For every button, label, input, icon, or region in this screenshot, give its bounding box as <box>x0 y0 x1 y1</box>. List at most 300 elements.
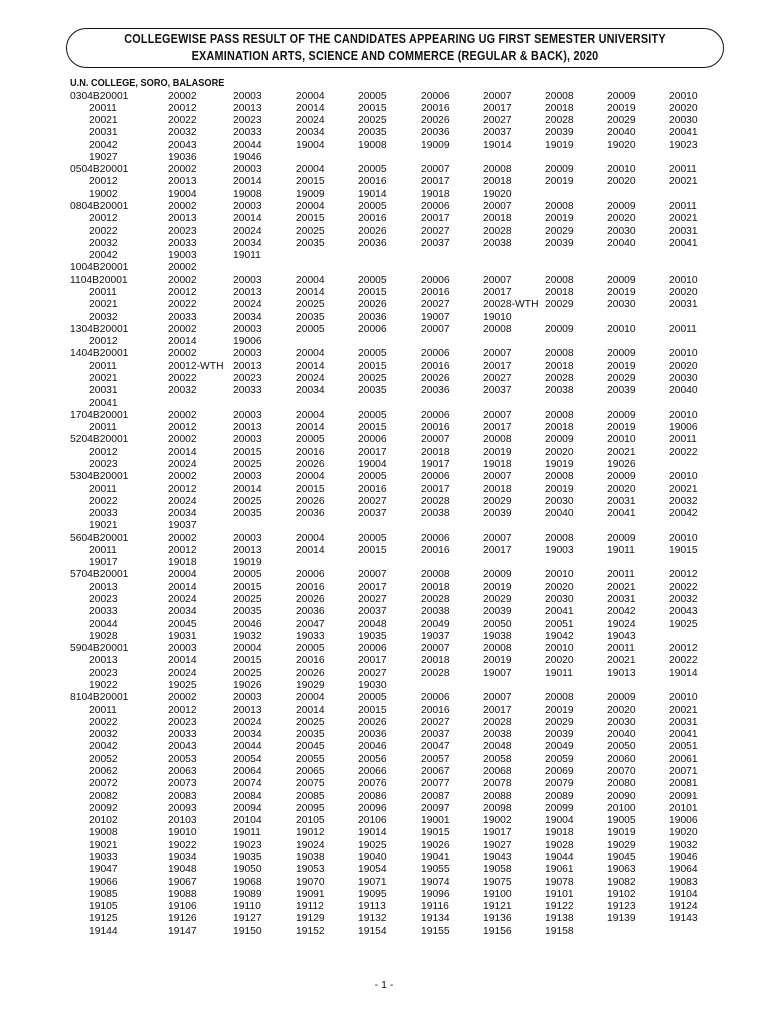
roll-number: 20059 <box>545 753 574 765</box>
roll-number: 19021 <box>89 839 118 851</box>
roll-number: 20093 <box>168 802 197 814</box>
roll-number: 19013 <box>607 667 636 679</box>
roll-number: 20024 <box>168 458 197 470</box>
roll-number: 19028 <box>89 630 118 642</box>
roll-number: 20019 <box>483 581 512 593</box>
result-row <box>0 520 768 532</box>
roll-number: 19009 <box>421 139 450 151</box>
roll-number: 20005 <box>358 471 387 483</box>
roll-number: 20045 <box>296 741 325 753</box>
roll-number: 19050 <box>233 864 262 876</box>
result-row <box>0 913 768 925</box>
roll-number: 20005 <box>358 348 387 360</box>
result-row <box>0 385 768 397</box>
roll-number: 20012 <box>89 213 118 225</box>
roll-number: 20043 <box>669 606 698 618</box>
result-row <box>0 889 768 901</box>
roll-number: 19066 <box>89 876 118 888</box>
result-row <box>0 508 768 520</box>
result-row <box>0 324 768 336</box>
roll-number: 20003 <box>233 532 262 544</box>
roll-number: 20023 <box>168 716 197 728</box>
roll-number: 20002 <box>168 323 197 335</box>
roll-number: 19024 <box>296 839 325 851</box>
roll-number: 20014 <box>168 336 197 348</box>
roll-number: 19147 <box>168 925 197 937</box>
result-row <box>0 176 768 188</box>
roll-number: 20084 <box>233 790 262 802</box>
roll-number: 20030 <box>545 495 574 507</box>
roll-number: 19043 <box>607 630 636 642</box>
roll-number: 20021 <box>607 446 636 458</box>
roll-number: 20020 <box>607 213 636 225</box>
roll-number: 19150 <box>233 925 262 937</box>
roll-number: 20019 <box>483 655 512 667</box>
result-row <box>0 557 768 569</box>
roll-number: 20010 <box>669 471 698 483</box>
roll-number: 19102 <box>607 888 636 900</box>
roll-number: 20017 <box>483 287 512 298</box>
roll-number: 19132 <box>358 913 387 925</box>
roll-number: 20014 <box>233 213 262 225</box>
roll-number: 20036 <box>421 385 450 397</box>
roll-number: 20025 <box>296 299 325 311</box>
roll-number: 20017 <box>483 422 512 434</box>
roll-number: 20011 <box>89 102 117 114</box>
roll-number: 20003 <box>233 692 262 704</box>
result-row <box>0 496 768 508</box>
roll-number: 20016 <box>358 176 387 188</box>
roll-number: 20002 <box>168 692 197 704</box>
result-row <box>0 447 768 459</box>
roll-number: 20010 <box>669 348 698 360</box>
roll-number: 20026 <box>358 299 387 311</box>
result-row <box>0 91 768 103</box>
roll-number: 20049 <box>545 741 574 753</box>
roll-number: 20053 <box>168 753 197 765</box>
roll-number: 19027 <box>483 839 512 851</box>
roll-number: 20009 <box>607 471 636 483</box>
roll-number: 20013 <box>233 704 262 716</box>
result-row <box>0 901 768 913</box>
roll-number: 20037 <box>421 237 450 249</box>
roll-number: 19017 <box>421 458 450 470</box>
roll-number: 19046 <box>233 151 262 163</box>
roll-number: 20020 <box>669 360 698 372</box>
roll-number: 20003 <box>233 274 262 286</box>
roll-number: 20012 <box>168 422 197 434</box>
roll-number: 20092 <box>89 802 118 814</box>
roll-number: 20021 <box>669 213 698 225</box>
roll-number: 19010 <box>168 827 197 839</box>
roll-number: 20002 <box>168 471 197 483</box>
roll-number: 20031 <box>669 716 698 728</box>
roll-number: 20026 <box>358 716 387 728</box>
roll-number: 19019 <box>545 139 574 151</box>
result-row <box>0 864 768 876</box>
college-code: 0304B20001 <box>70 90 129 102</box>
roll-number: 20057 <box>421 753 450 765</box>
roll-number: 20040 <box>607 237 636 249</box>
roll-number: 20035 <box>233 508 262 520</box>
roll-number: 20005 <box>296 643 325 655</box>
result-row <box>0 594 768 606</box>
roll-number: 20007 <box>483 409 512 421</box>
roll-number: 19033 <box>296 630 325 642</box>
roll-number: 20081 <box>669 778 698 790</box>
result-row <box>0 778 768 790</box>
roll-number: 20038 <box>421 606 450 618</box>
roll-number: 20007 <box>483 692 512 704</box>
roll-number: 20008 <box>421 569 450 581</box>
roll-number: 20028-WTH <box>483 299 539 311</box>
roll-number: 19005 <box>607 815 636 827</box>
roll-number: 20004 <box>296 692 325 704</box>
roll-number: 20017 <box>358 446 387 458</box>
result-row <box>0 545 768 557</box>
roll-number: 19023 <box>669 139 698 151</box>
roll-number: 20032 <box>669 495 698 507</box>
roll-number: 20018 <box>545 360 574 372</box>
roll-number: 19127 <box>233 913 262 925</box>
roll-number: 20022 <box>669 581 698 593</box>
roll-number: 20006 <box>421 409 450 421</box>
roll-number: 20003 <box>233 434 262 446</box>
result-row <box>0 582 768 594</box>
roll-number: 20058 <box>483 753 512 765</box>
roll-number: 20029 <box>545 299 574 311</box>
roll-number: 20012 <box>168 704 197 716</box>
roll-number: 20007 <box>483 201 512 213</box>
roll-number: 20033 <box>89 606 118 618</box>
roll-number: 20048 <box>358 618 387 630</box>
roll-number: 20020 <box>607 704 636 716</box>
roll-number: 20062 <box>89 765 118 777</box>
roll-number: 19044 <box>545 851 574 863</box>
roll-number: 19003 <box>168 250 197 262</box>
roll-number: 20019 <box>545 483 574 495</box>
roll-number: 20043 <box>168 139 197 151</box>
roll-number: 20031 <box>89 127 118 139</box>
roll-number: 20028 <box>421 594 450 606</box>
roll-number: 20021 <box>89 115 118 127</box>
roll-number: 20037 <box>483 385 512 397</box>
roll-number: 19083 <box>669 876 698 888</box>
result-row <box>0 717 768 729</box>
roll-number: 20004 <box>296 409 325 421</box>
roll-number: 20012-WTH <box>168 360 224 372</box>
roll-number: 20017 <box>483 102 512 114</box>
college-name: U.N. COLLEGE, SORO, BALASORE <box>70 78 225 89</box>
roll-number: 19006 <box>233 336 262 348</box>
roll-number: 19025 <box>669 618 698 630</box>
roll-number: 19018 <box>545 827 574 839</box>
roll-number: 19006 <box>669 422 698 434</box>
roll-number: 20036 <box>358 729 387 741</box>
college-code: 1704B20001 <box>70 409 129 421</box>
roll-number: 20017 <box>358 655 387 667</box>
roll-number: 20013 <box>89 581 118 593</box>
result-row <box>0 299 768 311</box>
roll-number: 19123 <box>607 901 636 913</box>
roll-number: 19067 <box>168 876 197 888</box>
roll-number: 20011 <box>89 483 117 495</box>
roll-number: 19054 <box>358 864 387 876</box>
roll-number: 20034 <box>168 508 197 520</box>
roll-number: 20007 <box>483 532 512 544</box>
roll-number: 20035 <box>296 237 325 249</box>
roll-number: 20029 <box>545 716 574 728</box>
header-title-box <box>66 28 724 68</box>
result-row <box>0 655 768 667</box>
roll-number: 20005 <box>358 90 387 102</box>
roll-number: 20024 <box>233 299 262 311</box>
result-row <box>0 434 768 446</box>
roll-number: 19004 <box>545 815 574 827</box>
roll-number: 20010 <box>669 692 698 704</box>
roll-number: 19014 <box>358 827 387 839</box>
roll-number: 19004 <box>168 188 197 200</box>
roll-number: 20026 <box>358 225 387 237</box>
result-row <box>0 606 768 618</box>
roll-number: 20090 <box>607 790 636 802</box>
roll-number: 20038 <box>545 385 574 397</box>
roll-number: 20017 <box>421 176 450 188</box>
roll-number: 19089 <box>233 888 262 900</box>
roll-number: 20014 <box>233 483 262 495</box>
roll-number: 20017 <box>421 213 450 225</box>
roll-number: 20080 <box>607 778 636 790</box>
roll-number: 20097 <box>421 802 450 814</box>
roll-number: 19020 <box>607 139 636 151</box>
roll-number: 20020 <box>669 102 698 114</box>
roll-number: 20025 <box>233 667 262 679</box>
roll-number: 20105 <box>296 815 325 827</box>
roll-number: 20073 <box>168 778 197 790</box>
roll-number: 20041 <box>669 127 698 139</box>
roll-number: 20015 <box>296 483 325 495</box>
roll-number: 20036 <box>296 508 325 520</box>
result-row <box>0 410 768 422</box>
roll-number: 20006 <box>421 692 450 704</box>
roll-number: 20015 <box>358 102 387 114</box>
roll-number: 20098 <box>483 802 512 814</box>
roll-number: 20091 <box>669 790 698 802</box>
roll-number: 20011 <box>607 569 635 581</box>
roll-number: 20004 <box>296 348 325 360</box>
roll-number: 20030 <box>607 716 636 728</box>
result-row <box>0 152 768 164</box>
roll-number: 20056 <box>358 753 387 765</box>
roll-number: 19032 <box>233 630 262 642</box>
roll-number: 20022 <box>669 655 698 667</box>
college-code: 1104B20001 <box>70 274 128 286</box>
roll-number: 19002 <box>89 188 118 200</box>
roll-number: 20018 <box>421 446 450 458</box>
roll-number: 19011 <box>233 827 261 839</box>
roll-number: 20015 <box>358 704 387 716</box>
roll-number: 19034 <box>168 851 197 863</box>
roll-number: 20005 <box>358 692 387 704</box>
roll-number: 19063 <box>607 864 636 876</box>
roll-number: 19036 <box>168 151 197 163</box>
roll-number: 19037 <box>168 520 197 532</box>
roll-number: 19008 <box>233 188 262 200</box>
college-code: 5704B20001 <box>70 569 129 581</box>
roll-number: 20019 <box>483 446 512 458</box>
roll-number: 19017 <box>483 827 512 839</box>
roll-number: 20019 <box>545 176 574 188</box>
roll-number: 19071 <box>358 876 387 888</box>
roll-number: 20004 <box>296 532 325 544</box>
roll-number: 20022 <box>168 115 197 127</box>
roll-number: 20016 <box>421 422 450 434</box>
roll-number: 20067 <box>421 765 450 777</box>
roll-number: 20025 <box>233 594 262 606</box>
roll-number: 20014 <box>168 446 197 458</box>
roll-number: 20018 <box>483 483 512 495</box>
roll-number: 19019 <box>545 458 574 470</box>
roll-number: 19018 <box>421 188 450 200</box>
roll-number: 19011 <box>233 250 261 262</box>
result-row <box>0 619 768 631</box>
roll-number: 20085 <box>296 790 325 802</box>
roll-number: 19031 <box>168 630 197 642</box>
roll-number: 20006 <box>358 323 387 335</box>
roll-number: 20020 <box>669 287 698 298</box>
roll-number: 20012 <box>669 643 698 655</box>
roll-number: 20010 <box>607 164 636 176</box>
roll-number: 20032 <box>89 729 118 741</box>
roll-number: 20072 <box>89 778 118 790</box>
result-row <box>0 840 768 852</box>
roll-number: 20016 <box>296 581 325 593</box>
roll-number: 20012 <box>89 176 118 188</box>
roll-number: 20025 <box>296 225 325 237</box>
roll-number: 19143 <box>669 913 698 925</box>
roll-number: 20013 <box>233 544 262 556</box>
roll-number: 20019 <box>607 360 636 372</box>
roll-number: 20034 <box>233 729 262 741</box>
college-code: 5204B20001 <box>70 434 129 446</box>
roll-number: 19014 <box>358 188 387 200</box>
result-row <box>0 766 768 778</box>
roll-number: 19155 <box>421 925 450 937</box>
roll-number: 19074 <box>421 876 450 888</box>
roll-number: 20020 <box>607 176 636 188</box>
roll-number: 19038 <box>296 851 325 863</box>
roll-number: 20024 <box>168 594 197 606</box>
roll-number: 19095 <box>358 888 387 900</box>
roll-number: 19055 <box>421 864 450 876</box>
roll-number: 19001 <box>421 815 450 827</box>
roll-number: 20033 <box>233 385 262 397</box>
roll-number: 20026 <box>296 495 325 507</box>
roll-number: 20038 <box>421 508 450 520</box>
roll-number: 20007 <box>358 569 387 581</box>
roll-number: 20010 <box>669 532 698 544</box>
college-code: 5304B20001 <box>70 471 129 483</box>
result-row <box>0 680 768 692</box>
roll-number: 20038 <box>483 729 512 741</box>
roll-number: 19017 <box>89 557 118 569</box>
result-row <box>0 643 768 655</box>
roll-number: 19010 <box>483 311 512 323</box>
roll-number: 20006 <box>421 348 450 360</box>
roll-number: 19026 <box>607 458 636 470</box>
roll-number: 20022 <box>89 225 118 237</box>
roll-number: 20035 <box>296 311 325 323</box>
roll-number: 19015 <box>421 827 450 839</box>
roll-number: 19101 <box>545 888 574 900</box>
roll-number: 20016 <box>358 483 387 495</box>
roll-number: 19096 <box>421 888 450 900</box>
roll-number: 20052 <box>89 753 118 765</box>
roll-number: 20015 <box>233 655 262 667</box>
roll-number: 19040 <box>358 851 387 863</box>
roll-number: 19070 <box>296 876 325 888</box>
roll-number: 20028 <box>421 667 450 679</box>
roll-number: 20027 <box>358 594 387 606</box>
roll-number: 19088 <box>168 888 197 900</box>
result-row <box>0 103 768 115</box>
roll-number: 20015 <box>358 287 387 298</box>
result-row <box>0 373 768 385</box>
roll-number: 20005 <box>358 164 387 176</box>
roll-number: 19041 <box>421 851 450 863</box>
roll-number: 19100 <box>483 888 512 900</box>
roll-number: 20050 <box>607 741 636 753</box>
roll-number: 20036 <box>358 237 387 249</box>
roll-number: 20099 <box>545 802 574 814</box>
roll-number: 20005 <box>296 434 325 446</box>
roll-number: 19138 <box>545 913 574 925</box>
roll-number: 20008 <box>545 692 574 704</box>
roll-number: 19078 <box>545 876 574 888</box>
roll-number: 19113 <box>358 901 386 913</box>
roll-number: 20037 <box>483 127 512 139</box>
roll-number: 20003 <box>233 90 262 102</box>
roll-number: 20016 <box>296 655 325 667</box>
roll-number: 20034 <box>233 237 262 249</box>
roll-number: 19110 <box>233 901 261 913</box>
roll-number: 20024 <box>233 225 262 237</box>
roll-number: 20029 <box>607 115 636 127</box>
roll-number: 20008 <box>545 201 574 213</box>
roll-number: 19009 <box>296 188 325 200</box>
roll-number: 20024 <box>168 495 197 507</box>
roll-number: 20102 <box>89 815 118 827</box>
roll-number: 20054 <box>233 753 262 765</box>
college-code: 5604B20001 <box>70 532 129 544</box>
roll-number: 20025 <box>296 716 325 728</box>
roll-number: 20029 <box>483 495 512 507</box>
roll-number: 20055 <box>296 753 325 765</box>
roll-number: 20021 <box>607 581 636 593</box>
roll-number: 20006 <box>421 532 450 544</box>
roll-number: 20019 <box>607 422 636 434</box>
roll-number: 20019 <box>545 213 574 225</box>
roll-number: 20020 <box>545 655 574 667</box>
result-row <box>0 361 768 373</box>
roll-number: 20038 <box>483 237 512 249</box>
roll-number: 20006 <box>358 643 387 655</box>
roll-number: 20026 <box>421 372 450 384</box>
roll-number: 19038 <box>483 630 512 642</box>
roll-number: 20075 <box>296 778 325 790</box>
roll-number: 20086 <box>358 790 387 802</box>
roll-number: 20015 <box>233 446 262 458</box>
